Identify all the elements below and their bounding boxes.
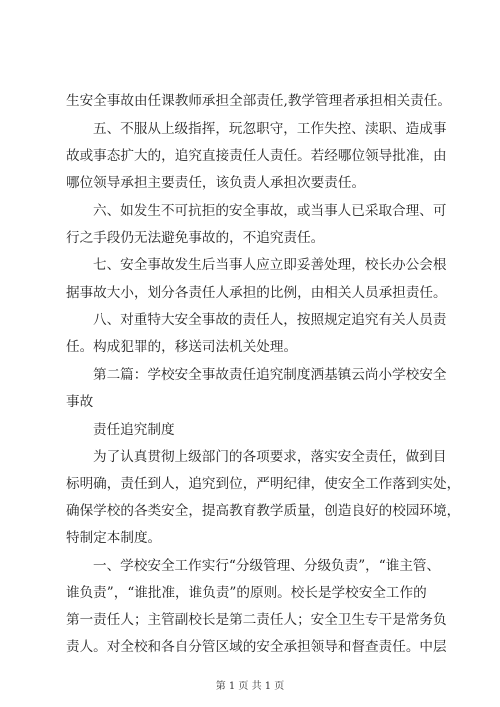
body-line: 哪位领导承担主要责任，该负责人承担次要责任。 — [66, 175, 366, 191]
body-line: 据事故大小，划分各责任人承担的比例，由相关人员承担责任。 — [66, 285, 447, 301]
body-line: 确保学校的各类安全，提高教育教学质量，创造良好的校园环境， — [66, 503, 461, 519]
body-line: 任。构成犯罪的，移送司法机关处理。 — [66, 339, 298, 355]
body-line: 谁负责”，“谁批准，谁负责”的原则。校长是学校安全工作的 — [66, 585, 427, 601]
section-heading: 第二篇：学校安全事故责任追究制度洒基镇云尚小学校安全 — [93, 367, 447, 383]
section-heading: 责任追究制度 — [93, 422, 175, 438]
body-line: 七、安全事故发生后当事人应立即妥善处理，校长办公会根 — [93, 257, 447, 273]
body-line: 行之手段仍无法避免事故的，不追究责任。 — [66, 230, 325, 246]
body-line: 故或事态扩大的，追究直接责任人责任。若经哪位领导批准，由 — [66, 148, 447, 164]
body-line: 八、对重特大安全事故的责任人，按照规定追究有关人员责 — [93, 312, 447, 328]
body-line: 特制定本制度。 — [66, 530, 162, 546]
section-heading: 事故 — [66, 394, 94, 410]
body-line: 一、学校安全工作实行“分级管理、分级负责”，“谁主管、 — [93, 558, 441, 574]
body-line: 六、如发生不可抗拒的安全事故，或当事人已采取合理、可 — [93, 203, 447, 219]
body-line: 生安全事故由任课教师承担全部责任,教学管理者承担相关责任。 — [66, 93, 451, 109]
body-line: 标明确，责任到人，追究到位，严明纪律，使安全工作落到实处， — [66, 476, 461, 492]
page-footer: 第 1 页 共 1 页 — [215, 681, 285, 692]
body-line: 第一责任人；主管副校长是第二责任人；安全卫生专干是常务负 — [66, 612, 447, 628]
body-line: 责人。对全校和各自分管区域的安全承担领导和督查责任。中层 — [66, 639, 447, 655]
body-line: 为了认真贯彻上级部门的各项要求，落实安全责任，做到目 — [93, 449, 447, 465]
body-line: 五、不服从上级指挥，玩忽职守，工作失控、渎职、造成事 — [93, 121, 447, 137]
